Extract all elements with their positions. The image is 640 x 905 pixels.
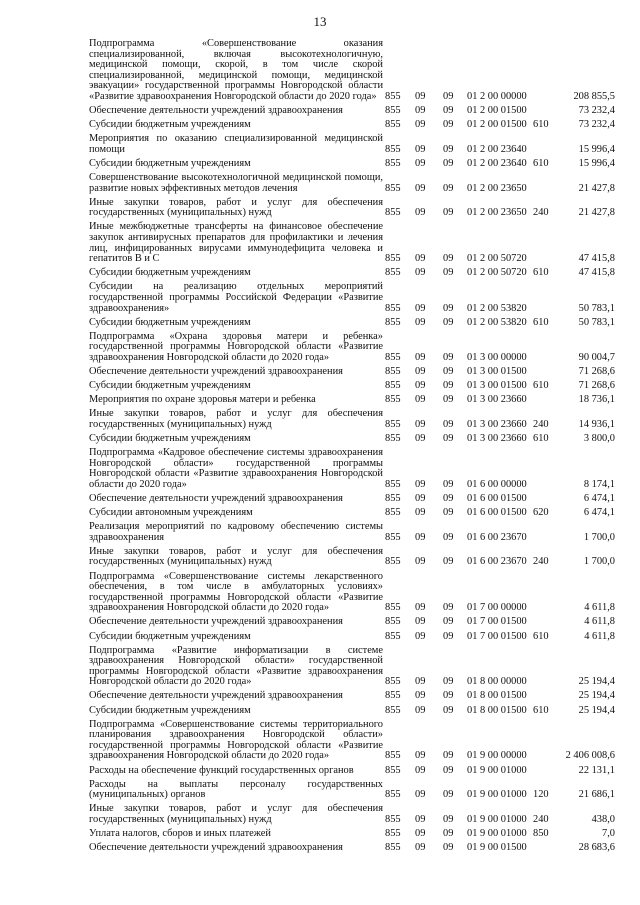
row-section-code: 09 <box>415 842 426 854</box>
row-subsection-code: 09 <box>443 630 454 642</box>
table-row <box>89 103 615 117</box>
row-ved-code: 855 <box>385 90 401 102</box>
row-amount: 73 232,4 <box>578 119 615 131</box>
row-target-article: 01 3 00 23660 <box>467 394 527 406</box>
row-subsection-code: 09 <box>443 813 454 825</box>
row-ved-code: 855 <box>385 119 401 131</box>
row-name: Субсидии автономным учреждениям <box>89 507 253 519</box>
row-subsection-code: 09 <box>443 157 454 169</box>
row-name: Иные межбюджетные трансферты на финансовое обеспечение закупок антивирусных препаратов для профилактики и лечения лиц, инфицированных вирусами иммунодефицита человека и гепатитов В и С <box>89 221 383 265</box>
row-target-article: 01 7 00 00000 <box>467 602 527 614</box>
row-subsection-code: 09 <box>443 492 454 504</box>
row-section-code: 09 <box>415 418 426 430</box>
row-amount: 21 427,8 <box>578 182 615 194</box>
table-row <box>89 568 615 614</box>
row-target-article: 01 2 00 23650 <box>467 182 527 194</box>
row-section-code: 09 <box>415 750 426 762</box>
row-expense-type <box>533 642 557 688</box>
row-subsection-code: 09 <box>443 676 454 688</box>
row-amount: 50 783,1 <box>578 316 615 328</box>
row-target-article: 01 2 00 01500 <box>467 119 527 131</box>
row-expense-type <box>533 762 557 776</box>
row-ved-code: 855 <box>385 253 401 265</box>
row-name: Обеспечение деятельности учреждений здравоохранения <box>89 690 343 702</box>
row-section-code: 09 <box>415 253 426 265</box>
row-section-code: 09 <box>415 351 426 363</box>
row-name: Обеспечение деятельности учреждений здравоохранения <box>89 842 343 854</box>
row-section-code: 09 <box>415 704 426 716</box>
budget-table <box>89 39 615 854</box>
row-section-code: 09 <box>415 478 426 490</box>
row-amount: 25 194,4 <box>578 676 615 688</box>
row-section-code: 09 <box>415 157 426 169</box>
row-name: Подпрограмма «Развитие информатизации в системе здравоохранения Новгородской области» государственной программы Новгородской области «Развитие здравоохранения Новгородской области до 2020 года» <box>89 644 383 688</box>
row-amount: 21 686,1 <box>578 789 615 801</box>
row-ved-code: 855 <box>385 492 401 504</box>
row-expense-type: 240 <box>533 418 549 430</box>
row-amount: 6 474,1 <box>583 492 615 504</box>
row-expense-type <box>533 688 557 702</box>
row-ved-code: 855 <box>385 433 401 444</box>
row-name: Субсидии бюджетным учреждениям <box>89 316 251 328</box>
row-target-article: 01 8 00 01500 <box>467 704 527 716</box>
row-target-article: 01 9 00 01000 <box>467 764 527 776</box>
row-expense-type: 610 <box>533 704 549 716</box>
row-expense-type <box>533 103 557 117</box>
row-target-article: 01 9 00 01000 <box>467 813 527 825</box>
table-row <box>89 131 615 156</box>
row-target-article: 01 6 00 23670 <box>467 531 527 543</box>
row-expense-type: 240 <box>533 813 549 825</box>
row-target-article: 01 3 00 01500 <box>467 366 527 378</box>
row-expense-type <box>533 614 557 628</box>
row-amount: 208 855,5 <box>573 90 615 102</box>
row-section-code: 09 <box>415 531 426 543</box>
row-expense-type <box>533 392 557 406</box>
page-number: 13 <box>313 14 327 29</box>
row-section-code: 09 <box>415 90 426 102</box>
row-ved-code: 855 <box>385 630 401 642</box>
row-target-article: 01 6 00 00000 <box>467 478 527 490</box>
row-target-article: 01 2 00 23640 <box>467 143 527 155</box>
row-expense-type: 120 <box>533 789 549 801</box>
table-row <box>89 762 615 776</box>
row-subsection-code: 09 <box>443 90 454 102</box>
row-ved-code: 855 <box>385 813 401 825</box>
row-name: Подпрограмма «Совершенствование системы территориального планирования здравоохранения Новгородской области» государственной программы Новгородской области «Развитие здравоохранения Новгородской области до 2020 года» <box>89 718 383 762</box>
row-ved-code: 855 <box>385 507 401 519</box>
row-expense-type <box>533 364 557 378</box>
table-row <box>89 155 615 169</box>
row-subsection-code: 09 <box>443 556 454 568</box>
row-amount: 8 174,1 <box>583 478 615 490</box>
row-target-article: 01 2 00 00000 <box>467 90 527 102</box>
budget-table-body <box>89 39 615 854</box>
row-amount: 90 004,7 <box>578 351 615 363</box>
row-expense-type <box>533 279 557 314</box>
row-ved-code: 855 <box>385 143 401 155</box>
row-expense-type <box>533 445 557 491</box>
table-row <box>89 716 615 762</box>
row-name: Подпрограмма «Совершенствование системы лекарственного обеспечения, в том числе в амбулаторных условиях» государственной программы Новгородской области «Развитие здравоохранения Новгородской области до 2020 года» <box>89 570 383 614</box>
row-ved-code: 855 <box>385 394 401 406</box>
row-subsection-code: 09 <box>443 478 454 490</box>
row-expense-type: 610 <box>533 630 549 642</box>
row-section-code: 09 <box>415 433 426 444</box>
row-expense-type <box>533 328 557 363</box>
row-ved-code: 855 <box>385 182 401 194</box>
row-expense-type: 620 <box>533 507 549 519</box>
row-expense-type: 610 <box>533 316 549 328</box>
row-subsection-code: 09 <box>443 267 454 279</box>
row-amount: 47 415,8 <box>578 267 615 279</box>
row-amount: 438,0 <box>591 813 615 825</box>
row-name: Мероприятия по оказанию специализированной медицинской помощи <box>89 133 383 155</box>
table-row <box>89 117 615 131</box>
row-ved-code: 855 <box>385 267 401 279</box>
row-amount: 4 611,8 <box>584 602 615 614</box>
table-row <box>89 314 615 328</box>
row-expense-type <box>533 490 557 504</box>
row-subsection-code: 09 <box>443 105 454 117</box>
row-section-code: 09 <box>415 105 426 117</box>
row-section-code: 09 <box>415 143 426 155</box>
row-target-article: 01 3 00 23660 <box>467 418 527 430</box>
row-amount: 21 427,8 <box>578 207 615 219</box>
row-section-code: 09 <box>415 207 426 219</box>
row-section-code: 09 <box>415 366 426 378</box>
row-subsection-code: 09 <box>443 302 454 314</box>
row-name: Субсидии бюджетным учреждениям <box>89 704 251 716</box>
row-amount: 6 474,1 <box>583 507 615 519</box>
row-name: Подпрограмма «Охрана здоровья матери и ребенка» государственной программы Новгородской области «Развитие здравоохранения Новгородской области до 2020 года» <box>89 330 383 363</box>
row-subsection-code: 09 <box>443 842 454 854</box>
row-ved-code: 855 <box>385 105 401 117</box>
row-expense-type <box>533 131 557 156</box>
row-ved-code: 855 <box>385 207 401 219</box>
row-target-article: 01 6 00 23670 <box>467 556 527 568</box>
row-subsection-code: 09 <box>443 507 454 519</box>
row-amount: 25 194,4 <box>578 704 615 716</box>
row-section-code: 09 <box>415 789 426 801</box>
row-target-article: 01 3 00 00000 <box>467 351 527 363</box>
row-ved-code: 855 <box>385 316 401 328</box>
row-section-code: 09 <box>415 119 426 131</box>
table-row <box>89 431 615 445</box>
row-expense-type: 610 <box>533 433 549 444</box>
row-name: Мероприятия по охране здоровья матери и ребенка <box>89 394 316 406</box>
row-section-code: 09 <box>415 602 426 614</box>
row-target-article: 01 2 00 23640 <box>467 157 527 169</box>
row-amount: 4 611,8 <box>584 630 615 642</box>
row-section-code: 09 <box>415 267 426 279</box>
row-target-article: 01 7 00 01500 <box>467 630 527 642</box>
row-name: Обеспечение деятельности учреждений здравоохранения <box>89 366 343 378</box>
row-target-article: 01 9 00 01000 <box>467 789 527 801</box>
row-ved-code: 855 <box>385 531 401 543</box>
row-name: Реализация мероприятий по кадровому обеспечению системы здравоохранения <box>89 521 383 543</box>
row-subsection-code: 09 <box>443 764 454 776</box>
row-section-code: 09 <box>415 828 426 839</box>
row-subsection-code: 09 <box>443 182 454 194</box>
table-row <box>89 219 615 265</box>
table-row <box>89 702 615 716</box>
table-row <box>89 364 615 378</box>
row-amount: 7,0 <box>602 828 615 839</box>
row-ved-code: 855 <box>385 789 401 801</box>
row-ved-code: 855 <box>385 157 401 169</box>
row-ved-code: 855 <box>385 351 401 363</box>
row-amount: 1 700,0 <box>583 556 615 568</box>
row-subsection-code: 09 <box>443 704 454 716</box>
row-subsection-code: 09 <box>443 828 454 839</box>
row-amount: 22 131,1 <box>578 764 615 776</box>
row-name: Иные закупки товаров, работ и услуг для обеспечения государственных (муниципальных) нужд <box>89 196 383 219</box>
row-subsection-code: 09 <box>443 394 454 406</box>
row-subsection-code: 09 <box>443 418 454 430</box>
row-target-article: 01 2 00 53820 <box>467 302 527 314</box>
table-row <box>89 170 615 195</box>
row-target-article: 01 3 00 01500 <box>467 380 527 392</box>
row-expense-type <box>533 219 557 265</box>
row-amount: 15 996,4 <box>578 143 615 155</box>
table-row <box>89 39 615 103</box>
row-section-code: 09 <box>415 813 426 825</box>
row-amount: 25 194,4 <box>578 690 615 702</box>
row-name: Расходы на обеспечение функций государственных органов <box>89 764 354 776</box>
row-target-article: 01 9 00 01000 <box>467 828 527 839</box>
row-expense-type: 850 <box>533 828 549 839</box>
row-subsection-code: 09 <box>443 253 454 265</box>
table-row <box>89 801 615 826</box>
row-subsection-code: 09 <box>443 351 454 363</box>
row-ved-code: 855 <box>385 690 401 702</box>
row-expense-type <box>533 39 557 103</box>
row-section-code: 09 <box>415 302 426 314</box>
row-subsection-code: 09 <box>443 750 454 762</box>
row-ved-code: 855 <box>385 704 401 716</box>
row-target-article: 01 2 00 23650 <box>467 207 527 219</box>
row-amount: 71 268,6 <box>578 366 615 378</box>
row-expense-type <box>533 170 557 195</box>
row-subsection-code: 09 <box>443 602 454 614</box>
row-name: Обеспечение деятельности учреждений здравоохранения <box>89 492 343 504</box>
row-expense-type: 610 <box>533 119 549 131</box>
row-name: Субсидии бюджетным учреждениям <box>89 157 251 169</box>
row-ved-code: 855 <box>385 418 401 430</box>
row-subsection-code: 09 <box>443 789 454 801</box>
row-ved-code: 855 <box>385 764 401 776</box>
table-row <box>89 826 615 840</box>
row-target-article: 01 2 00 50720 <box>467 253 527 265</box>
row-name: Субсидии бюджетным учреждениям <box>89 380 251 392</box>
row-name: Уплата налогов, сборов и иных платежей <box>89 828 271 839</box>
table-row <box>89 328 615 363</box>
row-subsection-code: 09 <box>443 316 454 328</box>
row-name: Обеспечение деятельности учреждений здравоохранения <box>89 105 343 117</box>
row-target-article: 01 8 00 00000 <box>467 676 527 688</box>
row-expense-type: 610 <box>533 267 549 279</box>
row-name: Совершенствование высокотехнологичной медицинской помощи, развитие новых эффективных методов лечения <box>89 172 383 194</box>
row-ved-code: 855 <box>385 616 401 628</box>
row-ved-code: 855 <box>385 602 401 614</box>
row-ved-code: 855 <box>385 842 401 854</box>
table-row <box>89 614 615 628</box>
row-ved-code: 855 <box>385 366 401 378</box>
table-row <box>89 543 615 568</box>
row-section-code: 09 <box>415 764 426 776</box>
row-amount: 47 415,8 <box>578 253 615 265</box>
row-section-code: 09 <box>415 182 426 194</box>
row-subsection-code: 09 <box>443 143 454 155</box>
row-subsection-code: 09 <box>443 366 454 378</box>
row-target-article: 01 9 00 00000 <box>467 750 527 762</box>
row-expense-type: 610 <box>533 380 549 392</box>
row-name: Иные закупки товаров, работ и услуг для обеспечения государственных (муниципальных) нужд <box>89 545 383 568</box>
table-row <box>89 840 615 854</box>
row-name: Иные закупки товаров, работ и услуг для обеспечения государственных (муниципальных) нужд <box>89 803 383 825</box>
row-section-code: 09 <box>415 380 426 392</box>
row-ved-code: 855 <box>385 302 401 314</box>
row-name: Обеспечение деятельности учреждений здравоохранения <box>89 616 343 628</box>
row-target-article: 01 2 00 53820 <box>467 316 527 328</box>
row-section-code: 09 <box>415 630 426 642</box>
row-amount: 3 800,0 <box>583 433 615 444</box>
row-ved-code: 855 <box>385 478 401 490</box>
row-target-article: 01 6 00 01500 <box>467 507 527 519</box>
row-subsection-code: 09 <box>443 690 454 702</box>
row-target-article: 01 7 00 01500 <box>467 616 527 628</box>
table-row <box>89 776 615 801</box>
row-expense-type <box>533 568 557 614</box>
row-name: Подпрограмма «Кадровое обеспечение системы здравоохранения Новгородской области» государственной программы Новгородской области «Развитие здравоохранения Новгородской области до 2020 года» <box>89 447 383 490</box>
row-name: Иные закупки товаров, работ и услуг для обеспечения государственных (муниципальных) нужд <box>89 408 383 430</box>
row-amount: 1 700,0 <box>583 531 615 543</box>
row-section-code: 09 <box>415 556 426 568</box>
table-row <box>89 279 615 314</box>
row-target-article: 01 9 00 01500 <box>467 842 527 854</box>
table-row <box>89 505 615 519</box>
table-row <box>89 642 615 688</box>
row-expense-type <box>533 519 557 544</box>
row-expense-type <box>533 840 557 854</box>
row-subsection-code: 09 <box>443 531 454 543</box>
row-name: Субсидии бюджетным учреждениям <box>89 433 251 444</box>
row-subsection-code: 09 <box>443 207 454 219</box>
row-subsection-code: 09 <box>443 119 454 131</box>
row-name: Субсидии бюджетным учреждениям <box>89 119 251 131</box>
row-ved-code: 855 <box>385 750 401 762</box>
row-target-article: 01 2 00 01500 <box>467 105 527 117</box>
row-amount: 4 611,8 <box>584 616 615 628</box>
table-row <box>89 688 615 702</box>
row-amount: 2 406 008,6 <box>565 750 615 762</box>
row-expense-type: 610 <box>533 157 549 169</box>
table-row <box>89 519 615 544</box>
row-name: Субсидии бюджетным учреждениям <box>89 267 251 279</box>
row-amount: 15 996,4 <box>578 157 615 169</box>
table-row <box>89 628 615 642</box>
table-row <box>89 406 615 431</box>
row-section-code: 09 <box>415 676 426 688</box>
table-row <box>89 490 615 504</box>
row-name: Субсидии на реализацию отдельных мероприятий государственной программы Российской Федерации «Развитие здравоохранения» <box>89 281 383 314</box>
row-ved-code: 855 <box>385 828 401 839</box>
row-section-code: 09 <box>415 316 426 328</box>
row-ved-code: 855 <box>385 676 401 688</box>
row-subsection-code: 09 <box>443 433 454 444</box>
row-amount: 73 232,4 <box>578 105 615 117</box>
row-amount: 50 783,1 <box>578 302 615 314</box>
row-ved-code: 855 <box>385 556 401 568</box>
row-subsection-code: 09 <box>443 380 454 392</box>
row-amount: 71 268,6 <box>578 380 615 392</box>
row-amount: 18 736,1 <box>578 394 615 406</box>
table-row <box>89 445 615 491</box>
row-section-code: 09 <box>415 492 426 504</box>
row-section-code: 09 <box>415 394 426 406</box>
row-expense-type: 240 <box>533 207 549 219</box>
row-section-code: 09 <box>415 690 426 702</box>
row-expense-type: 240 <box>533 556 549 568</box>
row-ved-code: 855 <box>385 380 401 392</box>
table-row <box>89 194 615 219</box>
row-name: Подпрограмма «Совершенствование оказания специализированной, включая высокотехнологичную, медицинской помощи, скорой, в том числе скорой специализированной, медицинской помощи, медицинской эвакуации» государственной программы Новгородской области «Развитие здравоохранения Новгородской области до 2020 года» <box>89 38 383 102</box>
row-expense-type <box>533 716 557 762</box>
row-amount: 28 683,6 <box>578 842 615 854</box>
row-target-article: 01 6 00 01500 <box>467 492 527 504</box>
row-target-article: 01 3 00 23660 <box>467 433 527 444</box>
row-subsection-code: 09 <box>443 616 454 628</box>
row-name: Расходы на выплаты персоналу государственных (муниципальных) органов <box>89 778 383 801</box>
row-section-code: 09 <box>415 616 426 628</box>
table-row <box>89 378 615 392</box>
row-amount: 14 936,1 <box>578 418 615 430</box>
row-target-article: 01 2 00 50720 <box>467 267 527 279</box>
table-row <box>89 265 615 279</box>
row-name: Субсидии бюджетным учреждениям <box>89 630 251 642</box>
table-row <box>89 392 615 406</box>
row-target-article: 01 8 00 01500 <box>467 690 527 702</box>
row-section-code: 09 <box>415 507 426 519</box>
